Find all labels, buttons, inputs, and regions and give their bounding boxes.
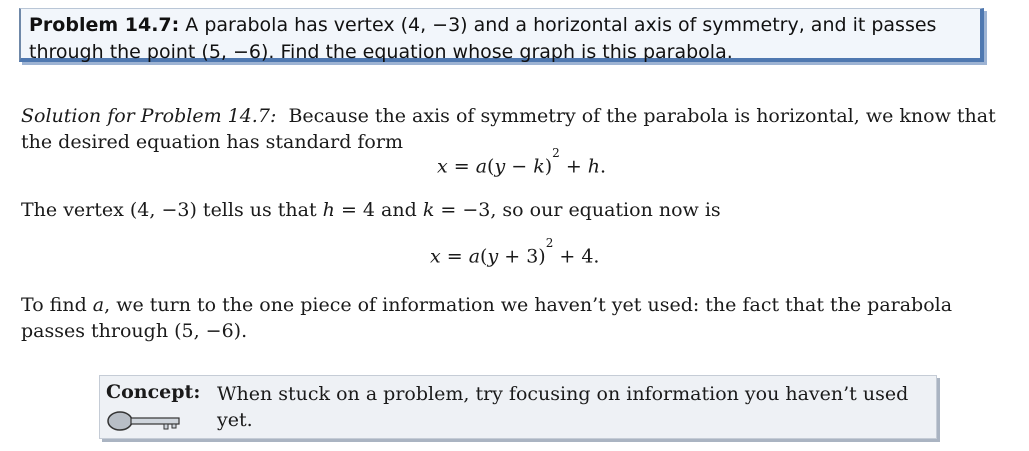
equation-standard-form: $x = a(y - k)^2 + h$. xyxy=(437,146,607,178)
concept-label: Concept: xyxy=(106,381,201,403)
concept-text: When stuck on a problem, try focusing on information you haven’t used yet. xyxy=(217,383,909,431)
find-a-sentence: To find a, we turn to the one piece of information we haven’t yet used: the fact that the parabola passes through (5, −6). xyxy=(21,294,953,342)
concept-box xyxy=(99,375,937,439)
solution-intro-text: Because the axis of symmetry of the parabola is horizontal, we know that the desired equation has standard form xyxy=(21,105,996,153)
solution-label: Solution for Problem 14.7: xyxy=(21,105,277,127)
problem-box xyxy=(19,8,984,62)
problem-label: Problem 14.7: xyxy=(29,14,180,36)
solution-intro xyxy=(21,103,1011,155)
key-icon xyxy=(106,410,184,432)
vertex-sentence: The vertex (4, −3) tells us that h = 4 and k = −3, so our equation now is xyxy=(21,199,721,221)
equation-with-vertex: $x = a(y + 3)^2 + 4$. xyxy=(430,236,600,268)
problem-text: A parabola has vertex (4, −3) and a horizontal axis of symmetry, and it passes through the point (5, −6). Find the equation whose graph is this parabola. xyxy=(29,14,937,63)
